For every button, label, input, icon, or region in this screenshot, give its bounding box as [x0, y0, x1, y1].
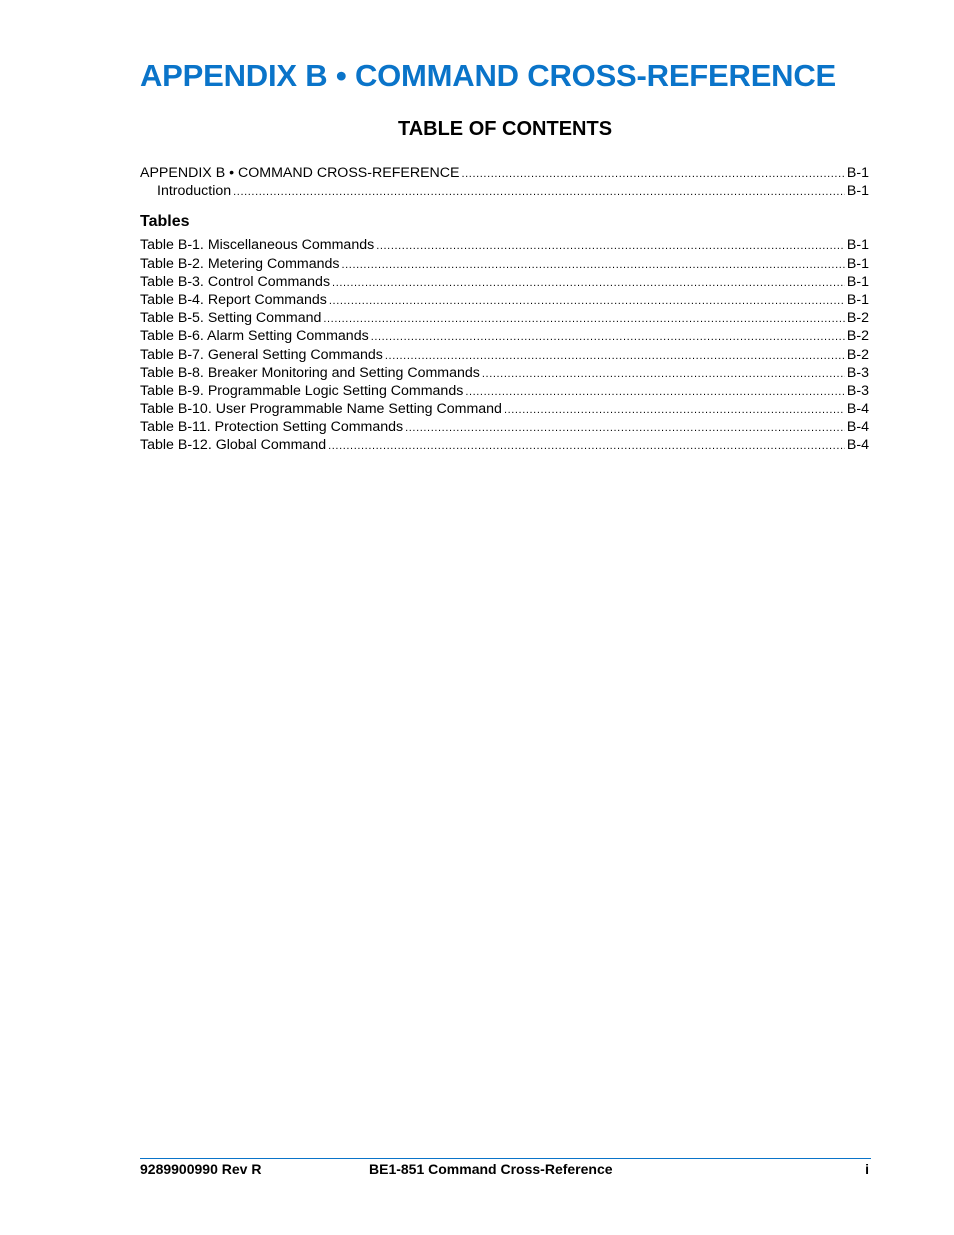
- dot-leader: [482, 365, 845, 382]
- toc-table-entry[interactable]: [140, 364, 869, 382]
- dot-leader: [233, 183, 845, 200]
- toc-entry-page: B-2: [846, 328, 869, 345]
- dot-leader: [323, 310, 845, 327]
- dot-leader: [332, 274, 845, 291]
- toc-entry-page: B-1: [846, 291, 869, 308]
- toc-entry-page: B-4: [846, 437, 869, 454]
- toc-table-entry[interactable]: [140, 436, 869, 454]
- toc-entry-label: APPENDIX B • COMMAND CROSS-REFERENCE: [140, 165, 460, 181]
- dot-leader: [329, 292, 845, 309]
- toc-entry-label: Table B-1. Miscellaneous Commands: [140, 237, 375, 254]
- toc-table-entry[interactable]: [140, 400, 869, 418]
- dot-leader: [465, 383, 845, 400]
- toc-table-entry[interactable]: [140, 327, 869, 345]
- toc-entry-label: Introduction: [157, 183, 232, 200]
- toc-entry-page: B-3: [846, 364, 869, 381]
- toc-entry-page: B-1: [846, 183, 869, 200]
- dot-leader: [371, 328, 845, 345]
- toc-heading: TABLE OF CONTENTS: [397, 118, 613, 140]
- dot-leader: [342, 256, 845, 273]
- footer-doc-title: BE1-851 Command Cross-Reference: [369, 1161, 613, 1177]
- toc-entry-page: B-4: [846, 401, 869, 418]
- toc-entry-label: Table B-4. Report Commands: [140, 291, 327, 308]
- dot-leader: [328, 437, 845, 454]
- toc-entry-appendix-b[interactable]: [140, 164, 869, 182]
- toc-table-entry[interactable]: [140, 255, 869, 273]
- dot-leader: [504, 401, 845, 418]
- toc-entry-page: B-1: [846, 273, 869, 290]
- toc-entry-page: B-2: [846, 346, 869, 363]
- toc-entry-label: Table B-8. Breaker Monitoring and Setting Commands: [140, 364, 480, 381]
- toc-table-entry[interactable]: [140, 273, 869, 291]
- footer-page-number: i: [865, 1161, 869, 1177]
- toc-entry-label: Table B-12. Global Command: [140, 437, 327, 454]
- dot-leader: [405, 419, 845, 436]
- toc-table-entry[interactable]: [140, 291, 869, 309]
- footer-doc-number: 9289900990 Rev R: [140, 1161, 262, 1177]
- toc-entry-page: B-1: [846, 255, 869, 272]
- toc-entry-label: Table B-2. Metering Commands: [140, 255, 340, 272]
- toc-entry-page: B-3: [846, 382, 869, 399]
- toc-table-entry[interactable]: [140, 236, 869, 254]
- toc-entry-label: Table B-9. Programmable Logic Setting Commands: [140, 382, 464, 399]
- toc-entry-page: B-1: [846, 237, 869, 254]
- dot-leader: [462, 165, 845, 182]
- toc-table-entry[interactable]: [140, 309, 869, 327]
- table-of-contents: [140, 164, 869, 455]
- toc-table-entry[interactable]: [140, 346, 869, 364]
- tables-heading: Tables: [140, 213, 190, 231]
- toc-entry-page: B-2: [846, 310, 869, 327]
- toc-table-entry[interactable]: [140, 418, 869, 436]
- toc-entry-label: Table B-7. General Setting Commands: [140, 346, 383, 363]
- toc-entry-label: Table B-11. Protection Setting Commands: [140, 419, 404, 436]
- toc-entry-page: B-1: [846, 165, 869, 181]
- page-title: APPENDIX B • COMMAND CROSS-REFERENCE: [140, 58, 837, 93]
- toc-table-entry[interactable]: [140, 382, 869, 400]
- toc-entry-label: Table B-3. Control Commands: [140, 273, 331, 290]
- footer-divider: [140, 1158, 871, 1159]
- dot-leader: [385, 347, 845, 364]
- toc-entry-label: Table B-10. User Programmable Name Setting Command: [140, 401, 502, 418]
- dot-leader: [376, 237, 845, 254]
- toc-entry-page: B-4: [846, 419, 869, 436]
- toc-entry-label: Table B-6. Alarm Setting Commands: [140, 328, 369, 345]
- toc-entry-introduction[interactable]: [140, 182, 869, 200]
- toc-entry-label: Table B-5. Setting Command: [140, 310, 322, 327]
